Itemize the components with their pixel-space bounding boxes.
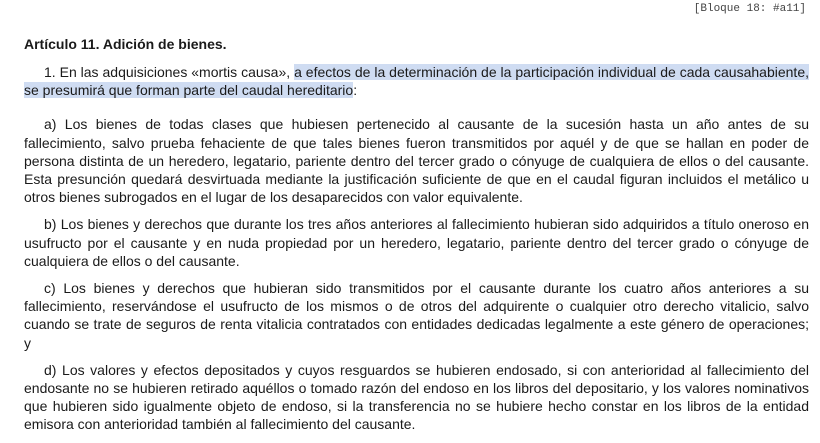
list-item-d: d) Los valores y efectos depositados y cuyos resguardos se hubieren endosado, si con anterioridad al fallecimiento del endosante no se hubieren retirado aquéllos o tomado razón del endoso en los libros del depositario, y los valores nominativos que hubieren sido igualmente objeto de endoso, si la transferencia no se hubiere hecho constar en los libros de la entidad emisora con anterioridad también al fallecimiento del causante. <box>24 361 809 433</box>
block-tag: [Bloque 18: #a11] <box>693 3 806 15</box>
article-title: Artículo 11. Adición de bienes. <box>24 36 227 52</box>
list-item-b: b) Los bienes y derechos que durante los tres años anteriores al fallecimiento hubieran sido adquiridos a título oneroso en usufructo por el causante y en nuda propiedad por un heredero, legatario, pariente dentro del tercer grado o cónyuge de cualquiera de ellos o del causante. <box>24 216 809 269</box>
article <box>24 36 809 443</box>
intro-paragraph <box>24 63 809 99</box>
list-item-a: a) Los bienes de todas clases que hubiesen pertenecido al causante de la sucesión hasta un año antes de su fallecimiento, salvo prueba fehaciente de que tales bienes fueron transmitidos por aquél y de que se hallan en poder de persona distinta de un heredero, legatario, pariente dentro del tercer grado o cónyuge de cualquiera de ellos o del causante. Esta presunción quedará desvirtuada mediante la justificación suficiente de que en el caudal figuran incluidos el metálico u otros bienes subrogados en el lugar de los desaparecidos con valor equivalente. <box>24 116 809 206</box>
list-item-c: c) Los bienes y derechos que hubieran sido transmitidos por el causante durante los cuatro años anteriores a su fallecimiento, reservándose el usufructo de los mismos o de otros del adquirente o cualquier otro derecho vitalicio, salvo cuando se trate de seguros de renta vitalicia contratados con entidades dedicadas legalmente a este género de operaciones; y <box>24 280 809 351</box>
intro-text: 1. En las adquisiciones «mortis causa», <box>44 64 295 80</box>
selected-text-highlight[interactable]: a efectos de la determinación de la participación individual de cada causahabiente, se presumirá que forman parte del caudal hereditario <box>24 64 809 99</box>
intro-colon: : <box>353 82 358 99</box>
